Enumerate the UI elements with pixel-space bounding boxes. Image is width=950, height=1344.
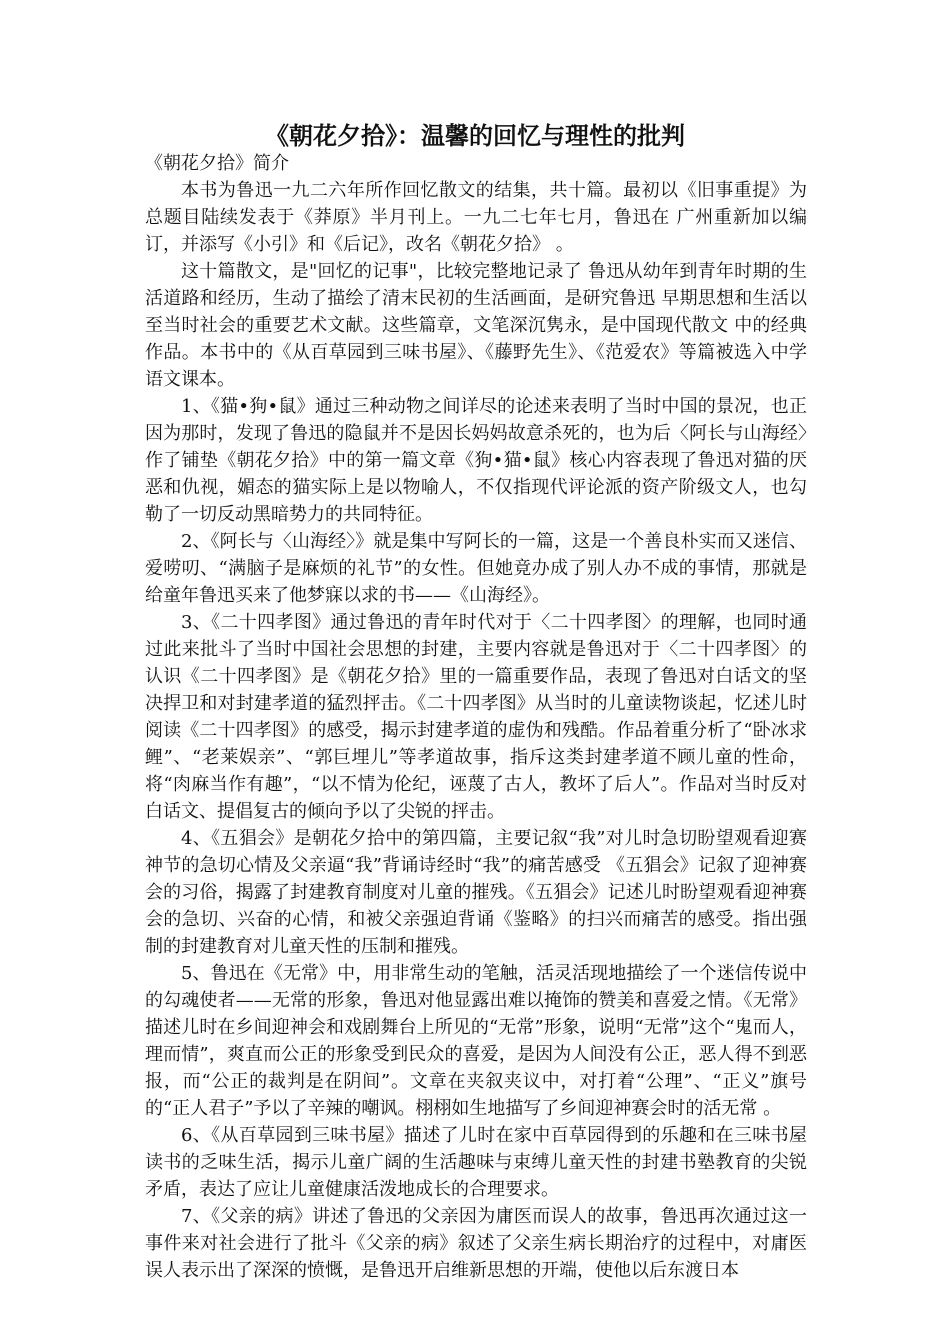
- paragraph-item-2: 2、《阿长与〈山海经〉》就是集中写阿长的一篇，这是一个善良朴实而又迷信、爱唠叨、“满脑子是麻烦的礼节”的女性。但她竟办成了别人办不成的事情，那就是给童年鲁迅买来了他梦寐以求的书——《山海经》。: [145, 531, 807, 606]
- paragraph-item-6: 6、《从百草园到三味书屋》描述了儿时在家中百草园得到的乐趣和在三味书屋读书的乏味生活，揭示儿童广阔的生活趣味与束缚儿童天性的封建书塾教育的尖锐矛盾，表达了应让儿童健康活泼地成长的合理要求。: [145, 1125, 807, 1200]
- document-body: [145, 150, 807, 1284]
- paragraph-item-3: 3、《二十四孝图》通过鲁迅的青年时代对于〈二十四孝图〉的理解，也同时通过此来批斗了当时中国社会思想的封建，主要内容就是鲁迅对于〈二十四孝图〉的认识《二十四孝图》是《朝花夕拾》里的一篇重要作品，表现了鲁迅对白话文的坚决捍卫和对封建孝道的猛烈抨击。《二十四孝图》从当时的儿童读物谈起，忆述儿时阅读《二十四孝图》的感受，揭示封建孝道的虚伪和残酷。作品着重分析了“卧冰求鲤”、“老莱娱亲”、“郭巨埋儿”等孝道故事，指斥这类封建孝道不顾儿童的性命，将“肉麻当作有趣”，“以不情为伦纪，诬蔑了古人，教坏了后人”。作品对当时反对白话文、提倡复古的倾向予以了尖锐的抨击。: [145, 612, 807, 822]
- paragraph-item-7: 7、《父亲的病》讲述了鲁迅的父亲因为庸医而误人的故事，鲁迅再次通过这一事件来对社会进行了批斗《父亲的病》叙述了父亲生病长期治疗的过程中，对庸医误人表示出了深深的愤慨，是鲁迅开启维新思想的开端，使他以后东渡日本: [145, 1206, 807, 1281]
- paragraph-intro: 本书为鲁迅一九二六年所作回忆散文的结集，共十篇。最初以《旧事重提》为总题目陆续发表于《莽原》半月刊上。一九二七年七月，鲁迅在 广州重新加以编订，并添写《小引》和《后记》，改名《朝花夕拾》 。: [145, 180, 807, 255]
- paragraph-item-1: 1、《猫•狗•鼠》通过三种动物之间详尽的论述来表明了当时中国的景况，也正因为那时，发现了鲁迅的隐鼠并不是因长妈妈故意杀死的，也为后〈阿长与山海经〉作了铺垫《朝花夕拾》中的第一篇文章《狗•猫•鼠》核心内容表现了鲁迅对猫的厌恶和仇视，媚态的猫实际上是以物喻人，不仅指现代评论派的资产阶级文人，也勾勒了一切反动黑暗势力的共同特征。: [145, 396, 807, 525]
- paragraph-overview: 这十篇散文，是"回忆的记事"，比较完整地记录了 鲁迅从幼年到青年时期的生活道路和经历，生动了描绘了清末民初的生活画面，是研究鲁迅 早期思想和生活以至当时社会的重要艺术文献。这些篇章，文笔深沉隽永，是中国现代散文 中的经典作品。本书中的《从百草园到三味书屋》、《藤野先生》、《范爱农》等篇被选入中学语文课本。: [145, 261, 807, 390]
- document-title: 《朝花夕拾》：温馨的回忆与理性的批判: [265, 121, 685, 150]
- section-heading: 《朝花夕拾》简介: [145, 153, 289, 174]
- paragraph-item-5: 5、鲁迅在《无常》中，用非常生动的笔触，活灵活现地描绘了一个迷信传说中的勾魂使者——无常的形象，鲁迅对他显露出难以掩饰的赞美和喜爱之情。《无常》描述儿时在乡间迎神会和戏剧舞台上所见的“无常”形象，说明“无常”这个“鬼而人，理而情”，爽直而公正的形象受到民众的喜爱，是因为人间没有公正，恶人得不到恶报，而“公正的裁判是在阴间”。文章在夹叙夹议中，对打着“公理”、“正义”旗号的“正人君子”予以了辛辣的嘲讽。栩栩如生地描写了乡间迎神赛会时的活无常 。: [145, 963, 807, 1119]
- paragraph-item-4: 4、《五猖会》是朝花夕拾中的第四篇，主要记叙“我”对儿时急切盼望观看迎赛神节的急切心情及父亲逼“我”背诵诗经时“我”的痛苦感受 《五猖会》记叙了迎神赛会的习俗，揭露了封建教育制度对儿童的摧残。《五猖会》记述儿时盼望观看迎神赛会的急切、兴奋的心情，和被父亲强迫背诵《鉴略》的扫兴而痛苦的感受。指出强制的封建教育对儿童天性的压制和摧残。: [145, 828, 807, 957]
